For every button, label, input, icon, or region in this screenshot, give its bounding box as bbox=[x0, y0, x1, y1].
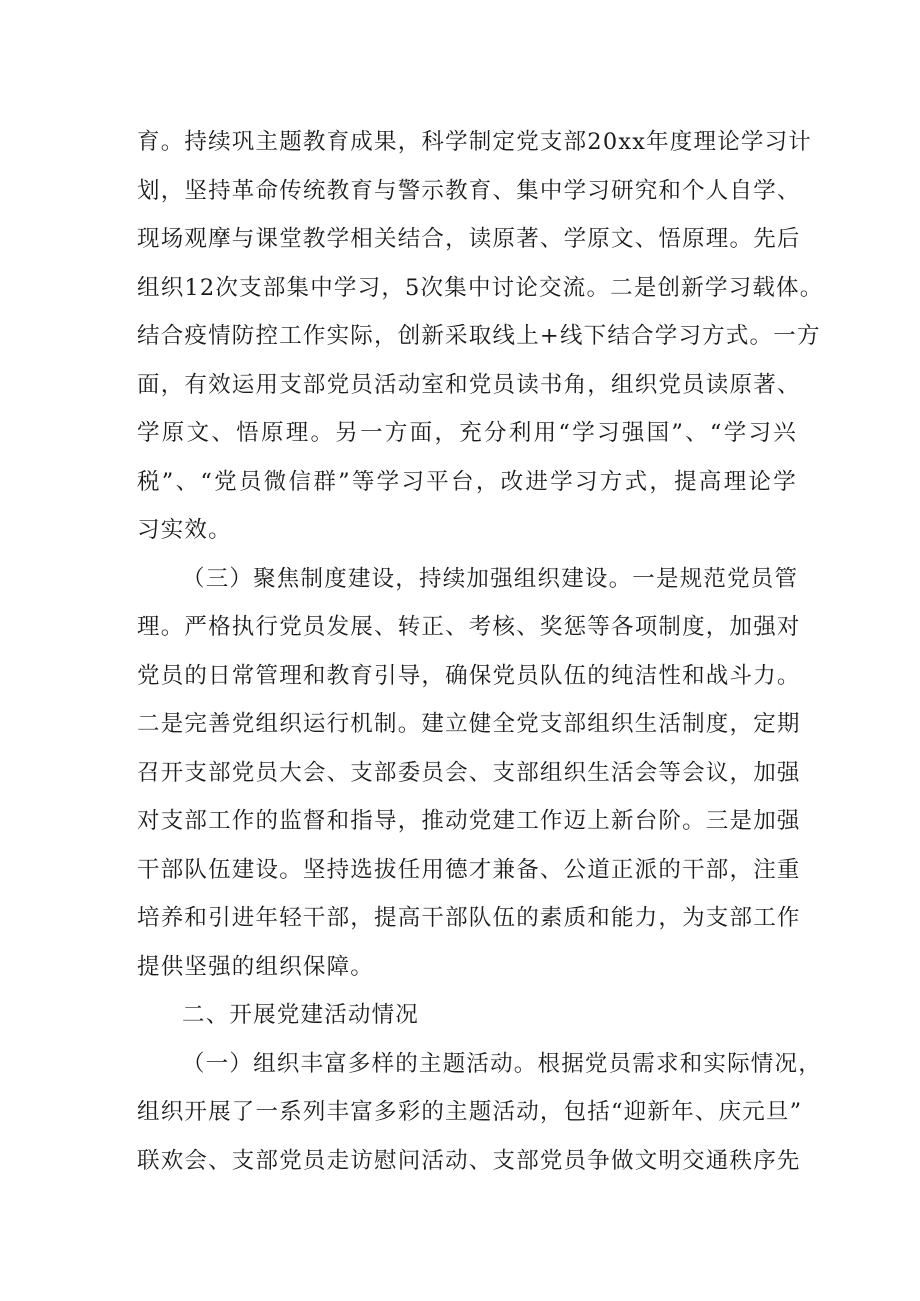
text-line: 联欢会、支部党员走访慰问活动、支部党员争做文明交通秩序先 bbox=[137, 1147, 801, 1174]
text-line: 税”、“党员微信群”等学习平台，改进学习方式，提高理论学 bbox=[137, 468, 797, 495]
text-line: （三）聚焦制度建设，持续加强组织建设。一是规范党员管 bbox=[182, 565, 799, 592]
text-line: 对支部工作的监督和指导，推动党建工作迈上新台阶。三是加强 bbox=[137, 808, 801, 834]
text-line: 干部队伍建设。坚持选拔任用德才兼备、公道正派的干部，注重 bbox=[137, 856, 801, 883]
text-line: 现场观摩与课堂教学相关结合，读原著、学原文、悟原理。先后 bbox=[137, 226, 801, 252]
text-line: 培养和引进年轻干部，提高干部队伍的素质和能力，为支部工作 bbox=[137, 905, 801, 931]
text-line: 组织12次支部集中学习，5次集中讨论交流。二是创新学习载体。 bbox=[137, 274, 824, 301]
text-line: 组织开展了一系列丰富多彩的主题活动，包括“迎新年、庆元旦” bbox=[137, 1099, 803, 1125]
text-line: 理。严格执行党员发展、转正、考核、奖惩等各项制度，加强对 bbox=[137, 614, 801, 640]
text-line: 学原文、悟原理。另一方面，充分利用“学习强国”、“学习兴 bbox=[137, 420, 797, 446]
text-line: 习实效。 bbox=[137, 517, 232, 543]
text-line: 召开支部党员大会、支部委员会、支部组织生活会等会议，加强 bbox=[137, 759, 801, 786]
text-line: 党员的日常管理和教育引导，确保党员队伍的纯洁性和战斗力。 bbox=[137, 662, 801, 689]
text-line: 二、开展党建活动情况 bbox=[182, 1002, 420, 1028]
text-line: 划，坚持革命传统教育与警示教育、集中学习研究和个人自学、 bbox=[137, 177, 801, 204]
text-line: （一）组织丰富多样的主题活动。根据党员需求和实际情况， bbox=[182, 1050, 822, 1077]
document-body bbox=[137, 118, 824, 1185]
text-line: 面，有效运用支部党员活动室和党员读书角，组织党员读原著、 bbox=[137, 371, 801, 398]
text-line: 结合疫情防控工作实际，创新采取线上+线下结合学习方式。一方 bbox=[137, 323, 821, 349]
text-line: 二是完善党组织运行机制。建立健全党支部组织生活制度，定期 bbox=[137, 711, 801, 737]
text-line: 提供坚强的组织保障。 bbox=[137, 953, 375, 980]
text-line: 育。持续巩主题教育成果，科学制定党支部20xx年度理论学习计 bbox=[137, 129, 813, 155]
